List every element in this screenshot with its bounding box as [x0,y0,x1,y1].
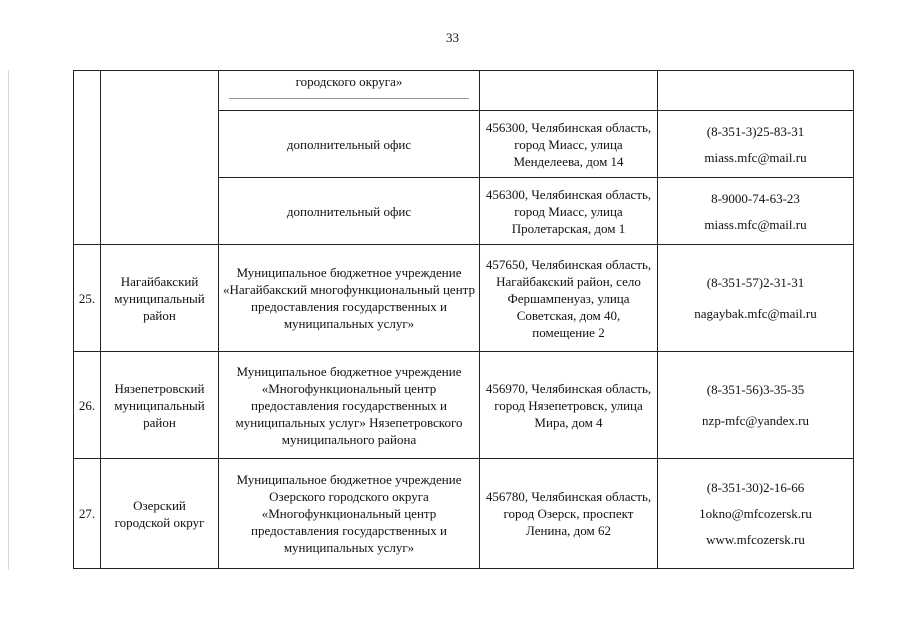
phone-text: 8-9000-74-63-23 [711,190,800,206]
district-cell [101,71,219,245]
address-cell: 456300, Челябинская область, город Миасс, улица Пролетарская, дом 1 [480,178,658,245]
contacts-cell [658,459,854,569]
phone-text: (8-351-30)2-16-66 [706,480,805,495]
org-cell: Муниципальное бюджетное учреждение «Многофункциональный центр предоставления государственных и муниципальных услуг» Нязепетровского муниципального района [219,352,480,459]
table-row [74,352,854,459]
email-link[interactable]: miass.mfc@mail.ru [704,216,807,232]
district-cell: Нязепетровский муниципальный район [101,352,219,459]
org-cell: Муниципальное бюджетное учреждение «Нагайбакский многофункциональный центр предоставления государственных и муниципальных услуг» [219,245,480,352]
org-cell [219,71,480,111]
district-cell: Озерский городской округ [101,459,219,569]
text-underline [229,98,469,99]
email-link[interactable]: 1okno@mfcozersk.ru [699,506,812,521]
page-number: 33 [446,30,459,45]
num-cell [74,71,101,245]
address-cell: 457650, Челябинская область, Нагайбакский район, село Фершампенуаз, улица Советская, дом 40, помещение 2 [480,245,658,352]
contacts-cell [658,178,854,245]
contacts-cell [658,111,854,178]
phone-text: (8-351-56)3-35-35 [706,382,805,397]
address-cell: 456780, Челябинская область, город Озерск, проспект Ленина, дом 62 [480,459,658,569]
phone-text: (8-351-57)2-31-31 [706,275,805,290]
contacts-cell [658,245,854,352]
phone-text: (8-351-3)25-83-31 [706,123,805,139]
num-cell: 27. [74,459,101,569]
address-cell [480,71,658,111]
address-cell: 456300, Челябинская область, город Миасс, улица Менделеева, дом 14 [480,111,658,178]
email-link[interactable]: miass.mfc@mail.ru [704,149,807,165]
website-link[interactable]: www.mfcozersk.ru [706,532,805,547]
num-cell: 26. [74,352,101,459]
contacts-cell [658,352,854,459]
email-link[interactable]: nzp-mfc@yandex.ru [702,413,809,428]
org-continuation-text: городского округа» [295,74,403,89]
district-cell: Нагайбакский муниципальный район [101,245,219,352]
table-row [74,71,854,111]
table-row [74,245,854,352]
scan-edge-line [8,70,9,570]
address-cell: 456970, Челябинская область, город Нязепетровск, улица Мира, дом 4 [480,352,658,459]
table-row [74,459,854,569]
mfc-registry-table [73,70,854,569]
org-cell: Муниципальное бюджетное учреждение Озерского городского округа «Многофункциональный центр предоставления государственных и муниципальных услуг» [219,459,480,569]
contacts-cell [658,71,854,111]
email-link[interactable]: nagaybak.mfc@mail.ru [694,306,817,321]
org-cell: дополнительный офис [219,111,480,178]
num-cell: 25. [74,245,101,352]
org-cell: дополнительный офис [219,178,480,245]
